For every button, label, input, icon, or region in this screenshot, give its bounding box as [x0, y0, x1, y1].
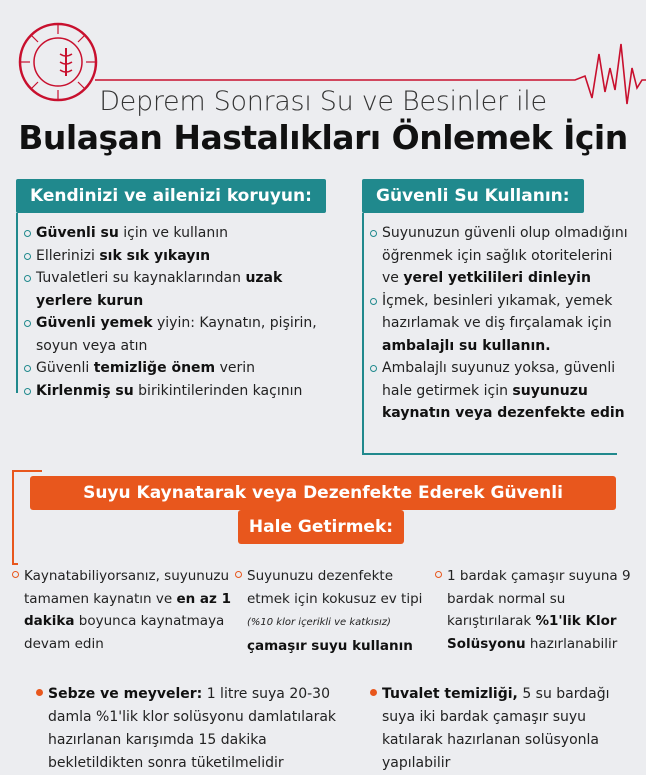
right-section-list — [370, 222, 632, 425]
orange-section-heading-2: Hale Getirmek: — [238, 510, 404, 544]
title-line-1: Deprem Sonrası Su ve Besinler ile — [99, 86, 547, 117]
list-item: İçmek, besinleri yıkamak, yemek hazırlamak ve diş fırçalamak için ambalajlı su kullanın. — [370, 290, 632, 358]
list-item: Ambalajlı suyunuz yoksa, güvenli hale getirmek için suyunuzu kaynatın veya dezenfekte edin — [370, 357, 632, 425]
vegetables-fruits-note: Sebze ve meyveler: 1 litre suya 20-30 damla %1'lik klor solüsyonu damlatılarak hazırlanan karışımda 15 dakika bekletildikten sonra tüketilmelidir — [36, 683, 336, 775]
orange-section-heading-1: Suyu Kaynatarak veya Dezenfekte Ederek Güvenli — [30, 476, 616, 510]
list-item: Suyunuzun güvenli olup olmadığını öğrenmek için sağlık otoritelerini ve yerel yetkilileri dinleyin — [370, 222, 632, 290]
toilet-cleaning-note: Tuvalet temizliği, 5 su bardağı suya iki bardak çamaşır suyu katılarak hazırlanan solüsyonla yapılabilir — [370, 683, 632, 775]
boil-instructions: Kaynatabiliyorsanız, suyunuzu tamamen kaynatın ve en az 1 dakika boyunca kaynatmaya devam edin — [12, 565, 234, 655]
list-item: Güvenli yemek yiyin: Kaynatın, pişirin, soyun veya atın — [24, 312, 324, 357]
right-section-heading: Güvenli Su Kullanın: — [362, 179, 584, 213]
list-item: Kirlenmiş su birikintilerinden kaçının — [24, 380, 324, 403]
left-section-heading: Kendinizi ve ailenizi koruyun: — [16, 179, 326, 213]
list-item: Güvenli temizliğe önem verin — [24, 357, 324, 380]
disinfect-instructions: Suyunuzu dezenfekte etmek için kokusuz ev tipi (%10 klor içerikli ve katkısız) çamaşır suyu kullanın — [235, 565, 427, 657]
list-item: Ellerinizi sık sık yıkayın — [24, 245, 324, 268]
left-section-list — [24, 222, 324, 402]
list-item: Tuvaletleri su kaynaklarından uzak yerlere kurun — [24, 267, 324, 312]
title-line-2: Bulaşan Hastalıkları Önlemek İçin — [18, 118, 628, 157]
chlorine-solution-instructions: 1 bardak çamaşır suyuna 9 bardak normal su karıştırılarak %1'lik Klor Solüsyonu hazırlanabilir — [435, 565, 635, 655]
list-item: Güvenli su için ve kullanın — [24, 222, 324, 245]
